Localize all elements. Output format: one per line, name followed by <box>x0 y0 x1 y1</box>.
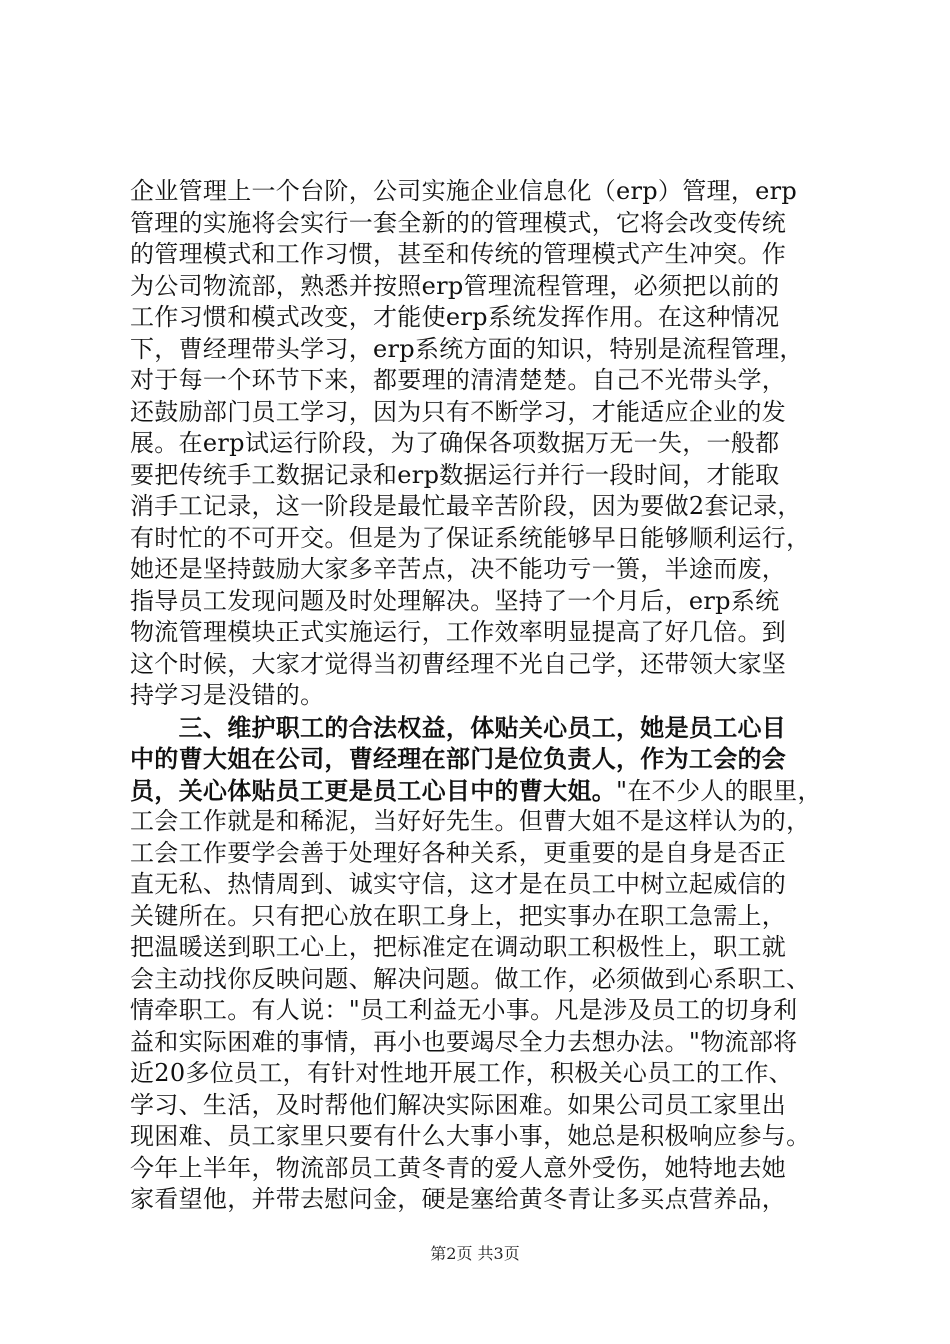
text-line: 有时忙的不可开交。但是为了保证系统能够早日能够顺利运行， <box>130 523 811 552</box>
text-line: 会主动找你反映问题、解决问题。做工作，必须做到心系职工、 <box>130 964 811 993</box>
text-line: 情牵职工。有人说："员工利益无小事。凡是涉及员工的切身利 <box>130 996 798 1024</box>
text-line: 还鼓励部门员工学习，因为只有不断学习，才能适应企业的发 <box>130 397 787 426</box>
text-line: 工会工作就是和稀泥，当好好先生。但曹大姐不是这样认为的， <box>130 807 811 835</box>
text-line: 下，曹经理带头学习，erp系统方面的知识，特别是流程管理， <box>130 334 804 363</box>
text-line: 持学习是没错的。 <box>130 681 325 709</box>
text-line: 要把传统手工数据记录和erp数据运行并行一段时间，才能取 <box>130 460 780 489</box>
page-number: 第2页 共3页 <box>430 1244 520 1263</box>
paragraph-1 <box>130 176 830 712</box>
section-heading <box>130 712 830 807</box>
text-line: 她还是坚持鼓励大家多辛苦点，决不能功亏一篑，半途而废， <box>130 555 787 583</box>
text-line: 把温暖送到职工心上，把标准定在调动职工积极性上，职工就 <box>130 933 787 961</box>
heading-line: 中的曹大姐在公司，曹经理在部门是位负责人，作为工会的会 <box>130 744 787 773</box>
text-line: 消手工记录，这一阶段是最忙最辛苦阶段，因为要做2套记录， <box>130 492 802 520</box>
heading-bold-text: 员，关心体贴员工更是员工心目中的曹大姐。 <box>130 775 616 805</box>
text-line: 直无私、热情周到、诚实守信，这才是在员工中树立起威信的 <box>130 870 787 898</box>
heading-line: 三、维护职工的合法权益，体贴关心员工，她是员工心目 <box>130 712 787 742</box>
text-line: 关键所在。只有把心放在职工身上，把实事办在职工急需上， <box>130 901 787 930</box>
heading-continuation-text: "在不少人的眼里， <box>616 776 822 805</box>
text-line: 对于每一个环节下来，都要理的清清楚楚。自己不光带头学， <box>130 366 787 394</box>
text-line: 指导员工发现问题及时处理解决。坚持了一个月后，erp系统 <box>130 586 780 615</box>
text-line: 物流管理模块正式实施运行，工作效率明显提高了好几倍。到 <box>130 618 787 646</box>
heading-line-mixed <box>130 775 830 807</box>
text-line: 工会工作要学会善于处理好各种关系，更重要的是自身是否正 <box>130 838 787 867</box>
text-line: 这个时候，大家才觉得当初曹经理不光自己学，还带领大家坚 <box>130 649 787 678</box>
text-line: 现困难、员工家里只要有什么大事小事，她总是积极响应参与。 <box>130 1122 811 1150</box>
page-footer <box>0 1244 950 1264</box>
text-line: 管理的实施将会实行一套全新的的管理模式，它将会改变传统 <box>130 208 787 237</box>
text-line: 学习、生活，及时帮他们解决实际困难。如果公司员工家里出 <box>130 1090 787 1119</box>
text-line: 家看望他，并带去慰问金，硬是塞给黄冬青让多买点营养品， <box>130 1185 787 1213</box>
text-line: 展。在erp试运行阶段，为了确保各项数据万无一失，一般都 <box>130 429 780 457</box>
text-line: 今年上半年，物流部员工黄冬青的爱人意外受伤，她特地去她 <box>130 1153 787 1182</box>
text-line: 企业管理上一个台阶，公司实施企业信息化（erp）管理，erp <box>130 177 798 205</box>
text-line: 工作习惯和模式改变，才能使erp系统发挥作用。在这种情况 <box>130 303 780 331</box>
text-line: 为公司物流部，熟悉并按照erp管理流程管理，必须把以前的 <box>130 271 780 300</box>
text-line: 近20多位员工，有针对性地开展工作，积极关心员工的工作、 <box>130 1059 793 1087</box>
text-line: 益和实际困难的事情，再小也要竭尽全力去想办法。"物流部将 <box>130 1027 798 1056</box>
paragraph-2 <box>130 806 830 1216</box>
text-line: 的管理模式和工作习惯，甚至和传统的管理模式产生冲突。作 <box>130 240 787 268</box>
body-text <box>130 176 830 1216</box>
